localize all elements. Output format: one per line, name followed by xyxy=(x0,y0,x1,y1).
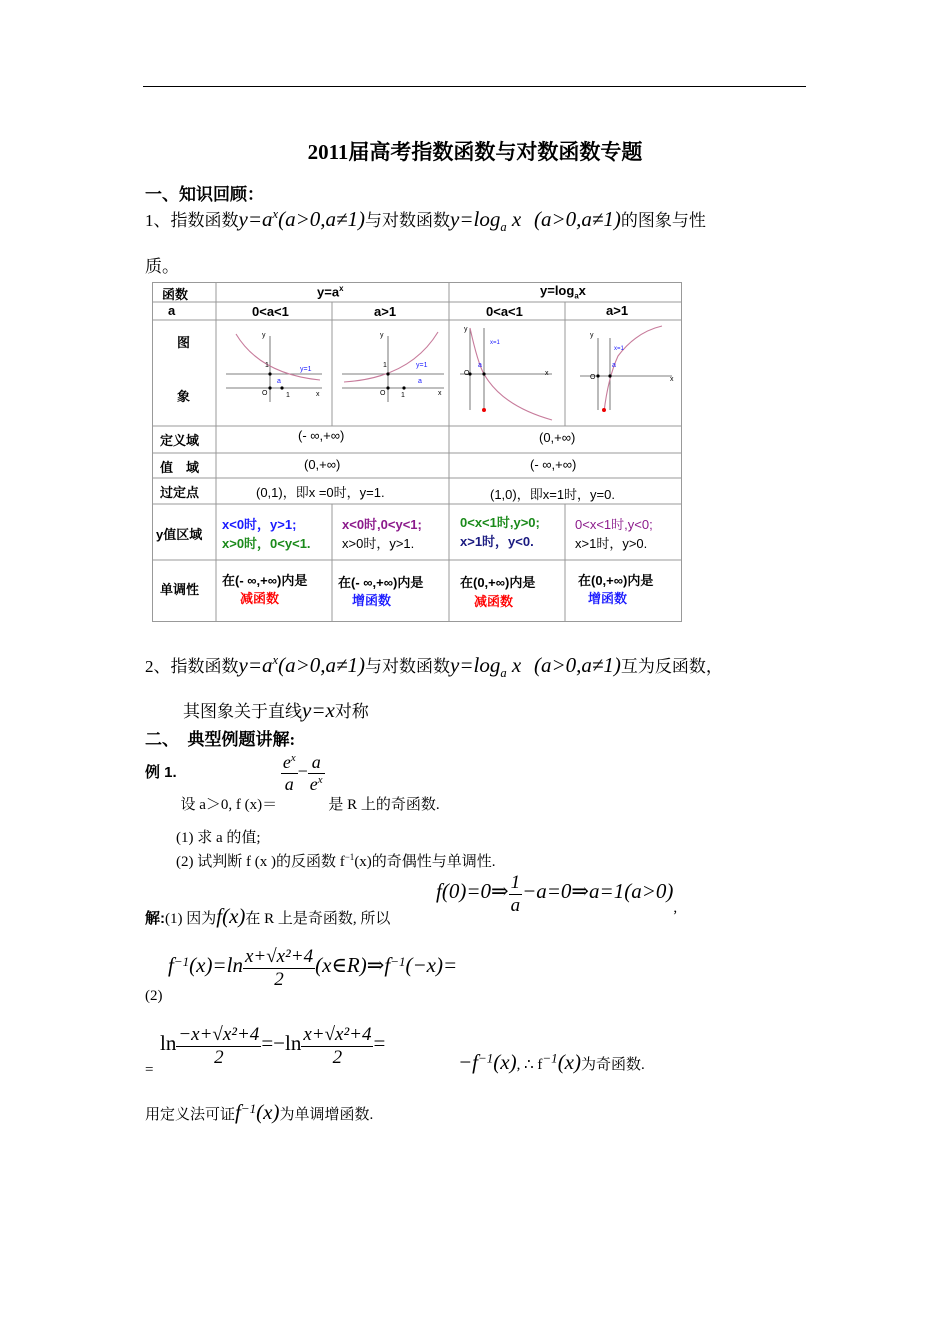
part3-prefix: = xyxy=(145,1062,154,1078)
row-graph-2: 象 xyxy=(177,389,191,404)
yval-2-l1: x<0时,0<y<1; xyxy=(342,517,422,532)
mono-2-l2: 增函数 xyxy=(352,593,392,608)
yval-3-l1: 0<x<1时,y>0; xyxy=(460,515,540,530)
g2-y: y xyxy=(380,332,384,339)
yval-4-l1: 0<x<1时,y<0; xyxy=(575,517,653,532)
g4-x1: x=1 xyxy=(614,346,624,352)
item2-line xyxy=(145,652,723,681)
solution-1-eq: f(0)=0⇒ $\frac{1}{a}$ −a=0⇒a=1(a>0), xyxy=(436,872,678,917)
item2-line-eq: y=x xyxy=(302,698,335,722)
yval-1-l2: x>0时，0<y<1. xyxy=(222,536,311,551)
g1-a: a xyxy=(277,378,281,385)
g1-o: O xyxy=(262,390,268,397)
g2-one-x: 1 xyxy=(401,392,405,399)
row-domain: 定义域 xyxy=(160,433,200,448)
item1-mid: 与对数函数 xyxy=(365,211,451,230)
g3-y: y xyxy=(464,326,468,333)
top-rule xyxy=(143,86,806,87)
yval-2-l2: x>0时，y>1. xyxy=(342,536,415,551)
conclusion: 用定义法可证$f^{-1}(x)$为单调增函数. xyxy=(145,1100,374,1124)
hdr-a3: 0<a<1 xyxy=(486,304,523,319)
yval-4-l2: x>1时，y>0. xyxy=(575,536,648,551)
mono-4-l2: 增函数 xyxy=(588,591,628,606)
hdr-a: a xyxy=(168,303,176,318)
yval-3-l2: x>1时，y<0. xyxy=(460,534,534,549)
item2-log-cond: (a>0,a≠1) xyxy=(533,653,621,677)
part3-tail: $-f^{-1}(x)$, ∴ $f^{-1}(x)$为奇函数. xyxy=(458,1050,645,1074)
hdr-func: 函数 xyxy=(162,287,189,302)
item2-log: $y=\log_a$ x xyxy=(450,653,522,681)
item1-line xyxy=(145,206,706,235)
g3-o: O xyxy=(464,370,470,377)
g4-y: y xyxy=(590,332,594,339)
question-1: (1) 求 a 的值; xyxy=(176,830,261,846)
solution-1: 解:(1) 因为f(x)在 R 上是奇函数, 所以 xyxy=(145,904,391,928)
item2-cont: 其图象关于直线y=x对称 xyxy=(183,698,369,722)
item2-prefix: 2、指数函数 xyxy=(145,657,239,676)
row-range: 值 域 xyxy=(160,460,200,475)
domain-exp: (- ∞,+∞) xyxy=(298,428,345,443)
g3-a: a xyxy=(478,362,482,369)
log-formula: $y=\log_a$ x xyxy=(450,207,522,235)
item2-exp-cond: (a>0,a≠1) xyxy=(278,653,366,677)
g1-x: x xyxy=(316,391,320,398)
g2-one: 1 xyxy=(383,362,387,369)
part3-eq: ln $\frac{\text{−x+√x²+4}}{2}$ =−ln $\frac{\text{x+√x²+4}}{2}$ = xyxy=(160,1024,386,1068)
item2-mid: 与对数函数 xyxy=(365,657,451,676)
g4-x: x xyxy=(670,376,674,383)
g1-one-x: 1 xyxy=(286,392,290,399)
row-graph-1: 图 xyxy=(177,335,191,350)
g2-y1: y=1 xyxy=(416,362,428,369)
graph-log-decreasing xyxy=(460,328,552,420)
hdr-exp: $y=a^x$ xyxy=(317,284,344,300)
hdr-log: $y=\log_ax$ xyxy=(540,283,586,301)
graph-exp-increasing xyxy=(342,332,444,402)
frac-a-ex: $\frac{a}{e^x}$ xyxy=(309,752,323,794)
g1-one: 1 xyxy=(265,362,269,369)
g3-x: x xyxy=(545,370,549,377)
row-mono: 单调性 xyxy=(160,582,200,597)
g2-a: a xyxy=(418,378,422,385)
item2-suffix: 互为反函数， xyxy=(620,657,723,676)
mono-3-l2: 减函数 xyxy=(474,594,514,609)
properties-table xyxy=(152,282,682,622)
part2-label: (2) xyxy=(145,988,163,1004)
row-point: 过定点 xyxy=(160,485,200,500)
exp-formula: $y=a^x$ xyxy=(238,207,279,231)
range-exp: (0,+∞) xyxy=(304,457,341,472)
hdr-a1: 0<a<1 xyxy=(252,304,289,319)
hdr-a2: a>1 xyxy=(374,304,397,319)
item1-prefix: 1、指数函数 xyxy=(145,211,239,230)
yval-1-l1: x<0时，y>1; xyxy=(222,517,297,532)
log-cond: (a>0,a≠1) xyxy=(533,207,621,231)
mono-3-l1: 在(0,+∞)内是 xyxy=(460,575,536,590)
mono-4-l1: 在(0,+∞)内是 xyxy=(578,573,654,588)
exp-cond: (a>0,a≠1) xyxy=(278,207,366,231)
row-yval: y值区域 xyxy=(156,527,203,542)
ex-label: 例 1. xyxy=(145,763,177,781)
frac-ex-a: $\frac{e^x}{a}$ xyxy=(282,752,296,794)
item1-suffix: 的图象与性 xyxy=(620,211,706,230)
item2-exp: $y=a^x$ xyxy=(238,653,279,677)
item1-cont: 质。 xyxy=(145,257,179,276)
mono-2-l1: 在(- ∞,+∞)内是 xyxy=(338,575,424,590)
g1-y: y xyxy=(262,332,266,339)
hdr-a4: a>1 xyxy=(606,303,629,318)
page-title: 2011届高考指数函数与对数函数专题 xyxy=(307,140,643,164)
g4-a: a xyxy=(612,362,616,369)
mono-1-l2: 减函数 xyxy=(240,591,280,606)
point-log: (1,0)，即x=1时，y=0. xyxy=(490,487,615,502)
g1-y1: y=1 xyxy=(300,366,312,373)
mono-1-l1: 在(- ∞,+∞)内是 xyxy=(222,573,308,588)
g2-x: x xyxy=(438,390,442,397)
range-log: (- ∞,+∞) xyxy=(530,457,577,472)
question-2: (2) 试判断 f (x )的反函数 $f^{-1}(x)$的奇偶性与单调性. xyxy=(176,852,496,870)
point-exp: (0,1)，即x =0时，y=1. xyxy=(256,485,385,500)
domain-log: (0,+∞) xyxy=(539,430,576,445)
section2-heading: 二、 典型例题讲解: xyxy=(145,730,296,749)
example1: 例 1. 设 a＞0, f (x)＝ $\frac{e^x}{a}$ − $\frac{a}{e^x}$ 是 R 上的奇函数. xyxy=(145,752,440,813)
section1-heading: 一、知识回顾： xyxy=(145,185,264,204)
part2-eq: $f^{-1}(x)=\ln$ $\frac{\text{x+√x²+4}}{2}$ $(x\in R)\Rightarrow f^{-1}(-x)=$ xyxy=(168,946,458,990)
g3-x1: x=1 xyxy=(490,340,500,346)
g2-o: O xyxy=(380,390,386,397)
g4-o: O xyxy=(590,374,596,381)
